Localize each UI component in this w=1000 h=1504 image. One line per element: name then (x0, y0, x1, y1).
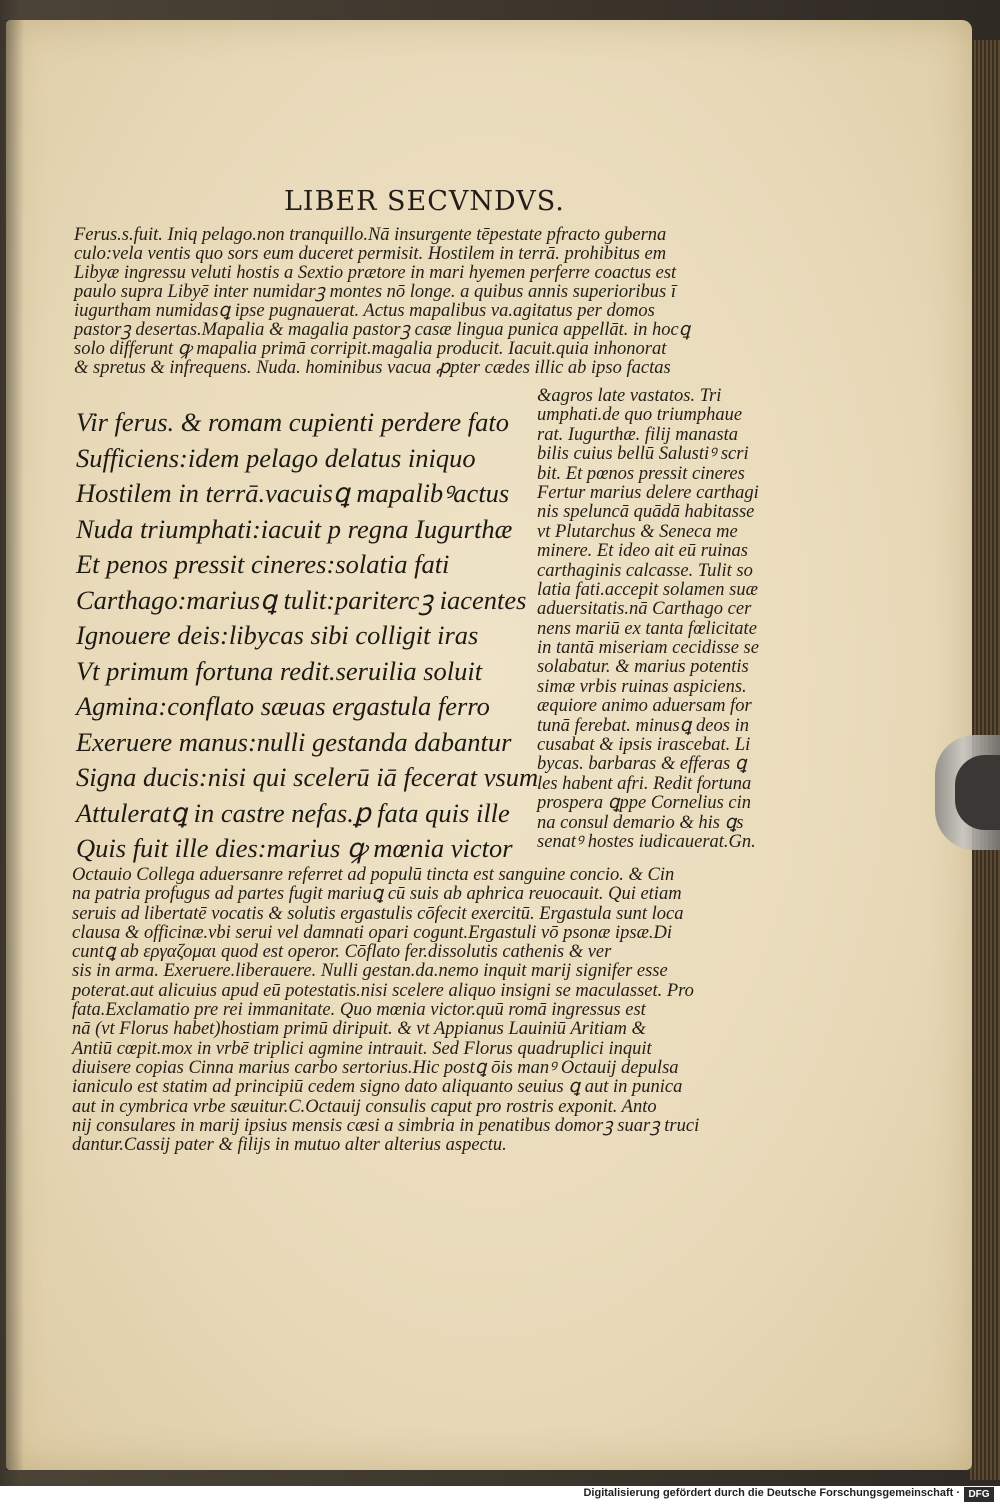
commentary-line: aduersitatis.nā Carthago cer (537, 599, 752, 620)
verse-line: Vt primum fortuna redit.seruilia soluit (76, 655, 483, 686)
commentary-line: senatꝰ hostes iudicauerat.Gn. (537, 831, 756, 852)
commentary-line: simæ vrbis ruinas aspiciens. (537, 676, 747, 697)
commentary-line: cusabat & ipsis irascebat. Li (537, 735, 751, 756)
verse-line: Attuleratꝗ in castre nefas.ꝑ fata quis ille (76, 797, 510, 828)
commentary-line: carthaginis calcasse. Tulit so (537, 560, 753, 581)
commentary-line: &agros late vastatos. Tri (537, 386, 722, 406)
page-clip-inner (955, 755, 1000, 830)
verse-line: Agmina:conflato sæuas ergastula ferro (76, 691, 490, 721)
commentary-line: clausa & officinæ.vbi serui vel damnati opari cogunt.Ergastuli vō psonæ ipsæ.Di (72, 922, 673, 943)
commentary-line: Ferus.s.fuit. Iniq pelago.non tranquillo.Nā insurgente tēpestate pfracto guberna (74, 225, 667, 245)
commentary-line: na consul demario & his ꝗs (537, 812, 744, 833)
commentary-line: les habent afri. Redit fortuna (537, 773, 752, 794)
commentary-line: bycas. barbaras & efferas ꝗ (537, 754, 747, 775)
commentary-line: na patria profugus ad partes fugit mariuꝗ cū suis ab aphrica reuocauit. Qui etiam (72, 884, 682, 905)
commentary-line: Octauio Collega aduersanre referret ad populū tincta est sanguine concio. & Cin (72, 865, 675, 885)
commentary-line: nij consulares in marij ipsius mensis cæsi a simbria in penatibus domorꝫ suarꝫ truci (72, 1115, 700, 1136)
commentary-line: nens mariū ex tanta fœlicitate (537, 618, 757, 639)
commentary-line: æquiore animo aduersam for (537, 696, 752, 717)
commentary-top (74, 226, 690, 378)
commentary-line: vt Plutarchus & Seneca me (537, 521, 738, 542)
commentary-line: & spretus & infrequens. Nuda. hominibus vacua ꝓpter cædes illic ab ipso factas (74, 358, 671, 378)
verse-line: Vir ferus. & romam cupienti perdere fato (76, 407, 510, 437)
commentary-bottom (72, 866, 699, 1155)
commentary-line: bit. Et pœnos pressit cineres (537, 463, 745, 484)
page-title: LIBER SECVNDVS. (284, 186, 565, 217)
commentary-line: aut in cymbrica vrbe sæuitur.C.Octauij consulis caput pro rostris exponit. Anto (72, 1096, 657, 1117)
commentary-line: seruis ad libertatē vocatis & solutis ergastulis cōfecit exercitū. Ergastula sunt loca (72, 903, 684, 924)
commentary-line: nis speluncā quādā habitasse (537, 502, 755, 523)
verse-line: Quis fuit ille dies:marius ꝙ mœnia victor (76, 833, 513, 863)
commentary-line: nā (vt Florus habet)hostiam primū diripuit. & vt Appianus Lauiniū Aritiam & (72, 1019, 646, 1040)
commentary-line: ianiculo est statim ad principiū cedem signo dato aliquanto seuius ꝗ aut in punica (72, 1077, 683, 1098)
commentary-line: diuisere copias Cinna marius carbo sertorius.Hic postꝗ ōis manꝰ Octauij depulsa (72, 1057, 679, 1078)
commentary-line: in tantā miseriam cecidisse se (537, 638, 759, 659)
verse-line: Signa ducis:nisi qui scelerū iā fecerat vsum (76, 762, 539, 792)
commentary-line: Libyæ ingressu veluti hostis a Sextio prætore in mari hyemen perferre coactus est (74, 263, 677, 283)
commentary-line: solabatur. & marius potentis (537, 657, 749, 678)
gutter-shadow (6, 20, 24, 1470)
commentary-line: paulo supra Libyē inter numidarꝫ montes nō longe. a quibus annis superioribus ī (74, 282, 676, 302)
commentary-line: Fertur marius delere carthagi (537, 482, 759, 503)
commentary-line: rat. Iugurthæ. filij manasta (537, 424, 738, 445)
commentary-line: prospera ꝗppe Cornelius cin (537, 793, 752, 814)
commentary-line: cuntꝗ ab εργαζομαι quod est operor. Cōflato fer.dissolutis cathenis & ver (72, 942, 612, 963)
commentary-line: minere. Et ideo ait eū ruinas (537, 541, 749, 562)
commentary-line: tunā ferebat. minusꝗ deos in (537, 715, 749, 736)
commentary-line: Antiū cœpit.mox in vrbē triplici agmine intrauit. Sed Florus quadruplici inquit (72, 1038, 652, 1059)
verse-line: Nuda triumphati:iacuit p regna Iugurthæ (76, 513, 513, 544)
digitization-credit: Digitalisierung gefördert durch die Deutsche Forschungsgemeinschaft · (583, 1487, 960, 1499)
commentary-right (537, 387, 759, 852)
commentary-line: pastorꝫ desertas.Mapalia & magalia pastorꝫ casæ lingua punica appellāt. in hocꝗ (74, 320, 691, 340)
verse-block (76, 405, 538, 867)
commentary-line: latia fati.accepit solamen suæ (537, 579, 758, 600)
dfg-logo: DFG (964, 1487, 994, 1502)
commentary-line: iugurtham numidasꝗ ipse pugnauerat. Actus mapalibus va.agitatus per domos (74, 301, 655, 321)
verse-line: Ignouere deis:libycas sibi colligit iras (76, 620, 479, 650)
commentary-line: culo:vela ventis quo sors eum duceret permisit. Hostilem in terrā. prohibitus em (74, 244, 667, 264)
verse-line: Hostilem in terrā.vacuisꝗ mapalibꝰactus (76, 478, 510, 508)
commentary-line: sis in arma. Exeruere.liberauere. Nulli gestan.da.nemo inquit marij signifer esse (72, 961, 668, 982)
verse-line: Carthago:mariusꝗ tulit:paritercꝫ iacentes (76, 584, 527, 615)
commentary-line: dantur.Cassij pater & filijs in mutuo alter alterius aspectu. (72, 1135, 507, 1156)
commentary-line: poterat.aut alicuius apud eū potestatis.nisi scelere aliquo insigni se maculasset. Pro (72, 980, 694, 1001)
verse-line: Sufficiens:idem pelago delatus iniquo (76, 442, 476, 473)
verse-line: Et penos pressit cineres:solatia fati (76, 549, 450, 579)
verse-line: Exeruere manus:nulli gestanda dabantur (76, 726, 512, 757)
commentary-line: solo differunt ꝙ mapalia primā corripit.magalia producit. Iacuit.quia inhonorat (74, 339, 667, 359)
commentary-line: umphati.de quo triumphaue (537, 405, 743, 426)
commentary-line: bilis cuius bellū Salustiꝰ scri (537, 444, 749, 465)
commentary-line: fata.Exclamatio pre rei immanitate. Quo mœnia victor.quū romā ingressus est (72, 1000, 646, 1021)
